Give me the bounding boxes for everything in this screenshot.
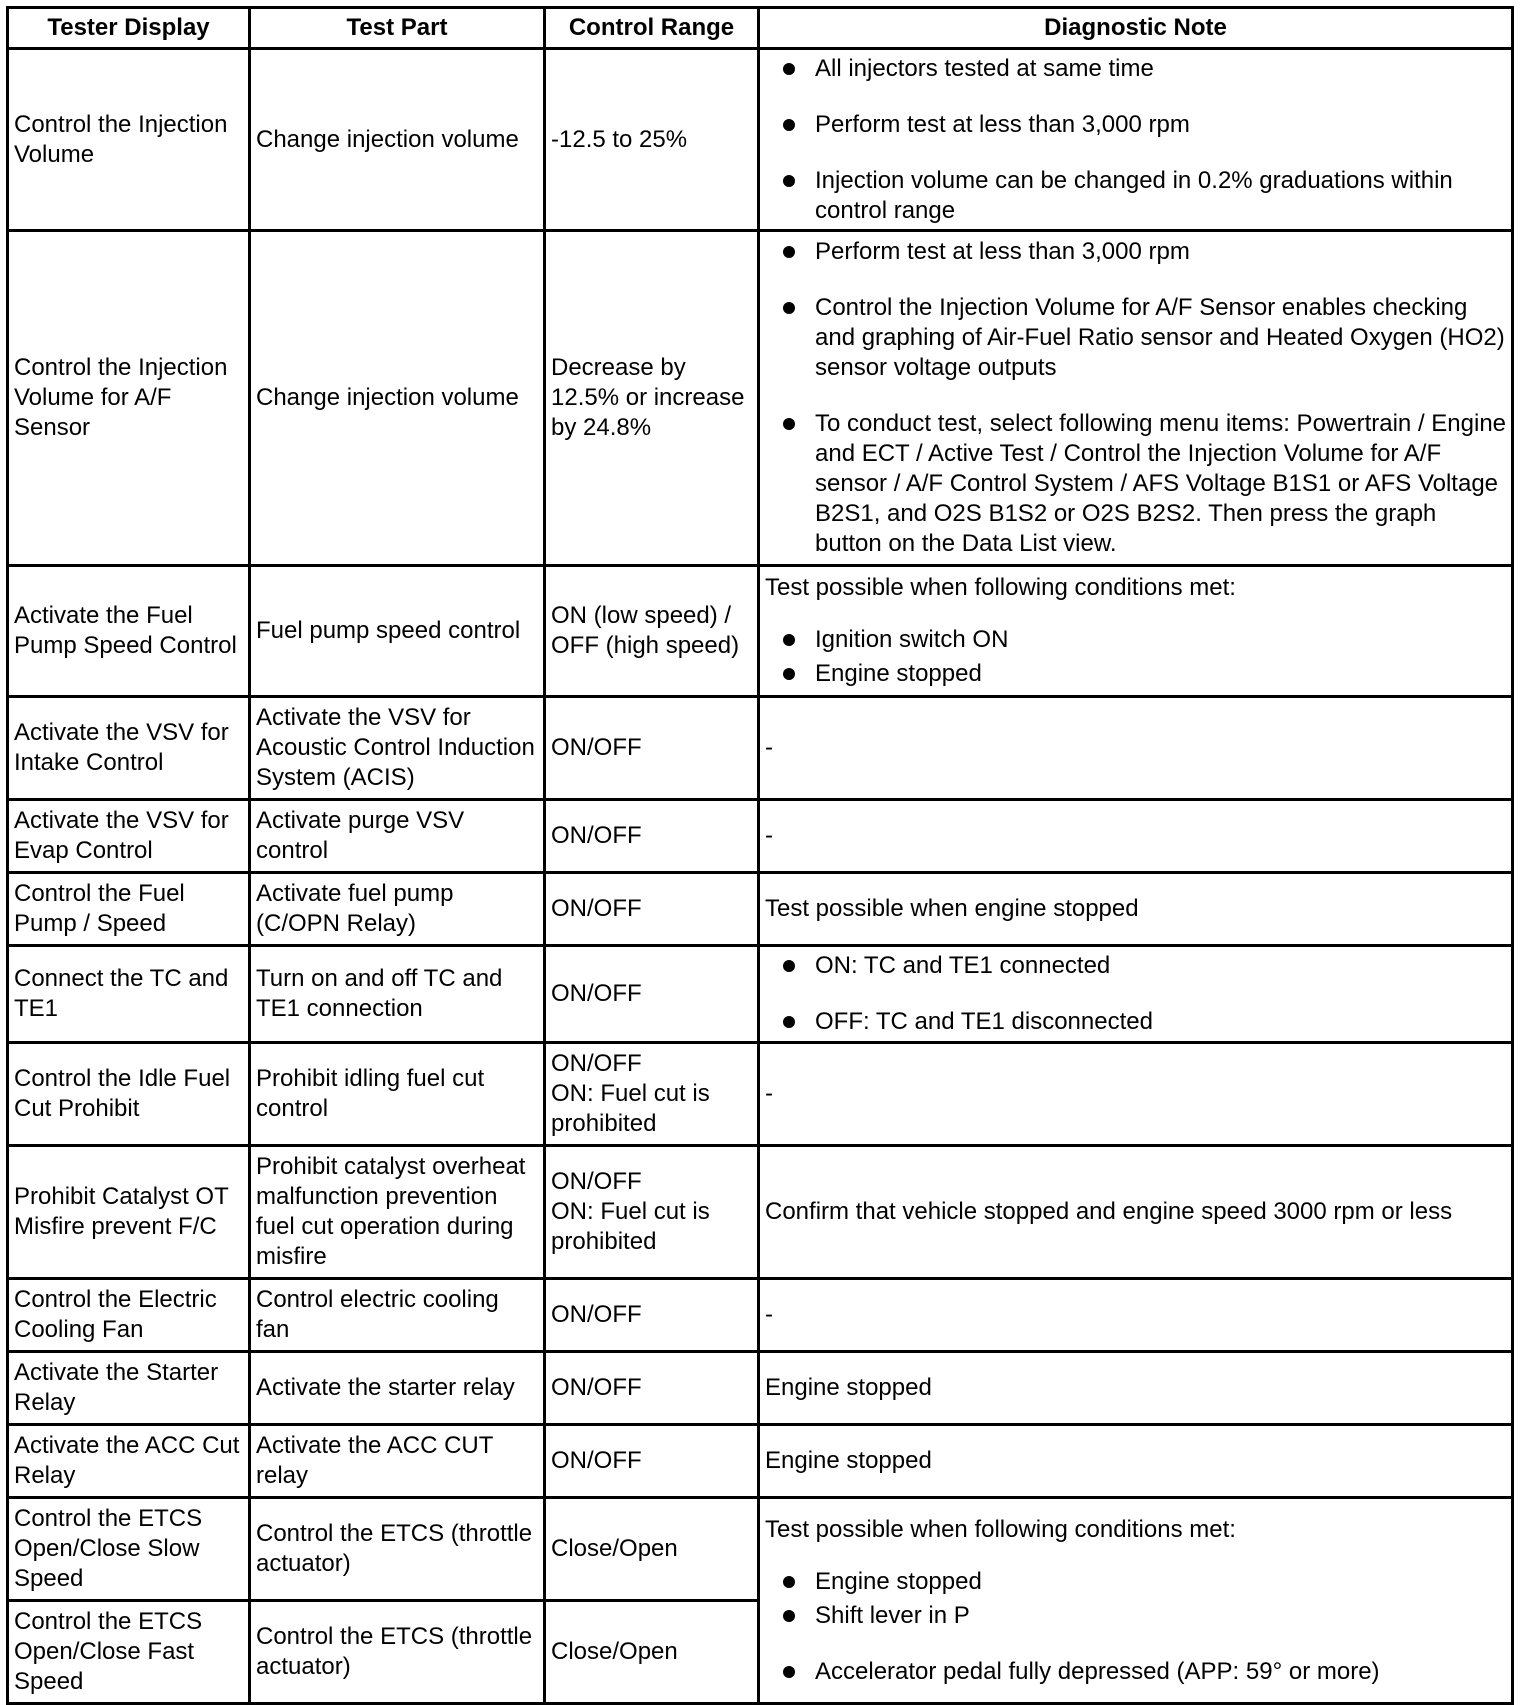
table-row (8, 49, 1513, 231)
table-row (8, 566, 1513, 697)
note-item: Perform test at less than 3,000 rpm (765, 237, 1506, 267)
tester-display-cell: Control the Fuel Pump / Speed (8, 873, 250, 946)
diagnostic-note-cell: Test possible when engine stopped (759, 873, 1513, 946)
diagnostic-note-cell (759, 1498, 1513, 1704)
note-list (765, 237, 1506, 559)
control-range-cell: ON/OFF (545, 873, 759, 946)
note-item: All injectors tested at same time (765, 54, 1506, 84)
tester-display-cell: Prohibit Catalyst OT Misfire prevent F/C (8, 1146, 250, 1279)
tester-display-cell: Activate the VSV for Intake Control (8, 697, 250, 800)
tester-display-cell: Activate the ACC Cut Relay (8, 1425, 250, 1498)
control-range-line: ON/OFF (551, 1050, 642, 1077)
note-item: Engine stopped (765, 659, 1506, 689)
header-diagnostic-note: Diagnostic Note (759, 8, 1513, 49)
header-tester-display: Tester Display (8, 8, 250, 49)
diagnostic-note-cell (759, 231, 1513, 566)
test-part-cell: Activate purge VSV control (250, 800, 545, 873)
test-part-cell: Activate the VSV for Acoustic Control Induction System (ACIS) (250, 697, 545, 800)
table-row (8, 1279, 1513, 1352)
note-list (765, 1567, 1506, 1687)
diagnostic-note-cell: Confirm that vehicle stopped and engine speed 3000 rpm or less (759, 1146, 1513, 1279)
test-part-cell: Activate the starter relay (250, 1352, 545, 1425)
table-row (8, 800, 1513, 873)
note-item: Ignition switch ON (765, 625, 1506, 655)
note-intro: Test possible when following conditions met: (765, 574, 1236, 601)
test-part-cell: Control electric cooling fan (250, 1279, 545, 1352)
note-intro: Test possible when following conditions met: (765, 1515, 1236, 1543)
tester-display-cell: Activate the VSV for Evap Control (8, 800, 250, 873)
active-test-table (6, 6, 1514, 1705)
note-item: Accelerator pedal fully depressed (APP: 59° or more) (765, 1657, 1506, 1687)
note-item: To conduct test, select following menu items: Powertrain / Engine and ECT / Active Test / Control the Injection Volume for A/F sensor / A/F Control System / AFS Voltage B1S1 or AFS Voltage B2S1, and O2S B1S2 or O2S B2S2. Then press the graph button on the Data List view. (765, 409, 1506, 559)
test-part-cell: Fuel pump speed control (250, 566, 545, 697)
test-part-cell: Activate the ACC CUT relay (250, 1425, 545, 1498)
note-item: Control the Injection Volume for A/F Sensor enables checking and graphing of Air-Fuel Ratio sensor and Heated Oxygen (HO2) sensor voltage outputs (765, 293, 1506, 383)
control-range-line: ON: Fuel cut is prohibited (551, 1080, 710, 1137)
table-row (8, 231, 1513, 566)
note-list (765, 625, 1506, 689)
control-range-cell: -12.5 to 25% (545, 49, 759, 231)
test-part-cell: Prohibit catalyst overheat malfunction prevention fuel cut operation during misfire (250, 1146, 545, 1279)
note-item: Injection volume can be changed in 0.2% graduations within control range (765, 166, 1506, 226)
control-range-cell: ON (low speed) / OFF (high speed) (545, 566, 759, 697)
tester-display-cell: Activate the Starter Relay (8, 1352, 250, 1425)
table-row (8, 1146, 1513, 1279)
control-range-cell: ON/OFF (545, 1352, 759, 1425)
note-item: ON: TC and TE1 connected (765, 951, 1506, 981)
control-range-cell: ON/OFF (545, 1425, 759, 1498)
diagnostic-note-cell (759, 946, 1513, 1043)
note-list (765, 951, 1506, 1037)
control-range-cell: Decrease by 12.5% or increase by 24.8% (545, 231, 759, 566)
control-range-cell: ON/OFF (545, 697, 759, 800)
control-range-cell: ON/OFF (545, 800, 759, 873)
control-range-cell: ON/OFF (545, 1279, 759, 1352)
test-part-cell: Change injection volume (250, 231, 545, 566)
diagnostic-note-cell: Engine stopped (759, 1425, 1513, 1498)
table-row (8, 1425, 1513, 1498)
note-item: Engine stopped (765, 1567, 1506, 1597)
note-list (765, 54, 1506, 226)
table-row (8, 1352, 1513, 1425)
diagnostic-note-cell: - (759, 1279, 1513, 1352)
table-row (8, 1043, 1513, 1146)
tester-display-cell: Activate the Fuel Pump Speed Control (8, 566, 250, 697)
table-row (8, 946, 1513, 1043)
test-part-cell: Change injection volume (250, 49, 545, 231)
tester-display-cell: Control the ETCS Open/Close Slow Speed (8, 1498, 250, 1601)
diagnostic-note-cell: Engine stopped (759, 1352, 1513, 1425)
test-part-cell: Turn on and off TC and TE1 connection (250, 946, 545, 1043)
control-range-line: ON/OFF (551, 1168, 642, 1195)
table-row (8, 1498, 1513, 1601)
header-test-part: Test Part (250, 8, 545, 49)
control-range-cell: Close/Open (545, 1498, 759, 1601)
test-part-cell: Activate fuel pump (C/OPN Relay) (250, 873, 545, 946)
control-range-cell: ON/OFF (545, 946, 759, 1043)
note-item: Perform test at less than 3,000 rpm (765, 110, 1506, 140)
diagnostic-note-cell: - (759, 1043, 1513, 1146)
control-range-cell: Close/Open (545, 1601, 759, 1704)
test-part-cell: Control the ETCS (throttle actuator) (250, 1498, 545, 1601)
table-row (8, 697, 1513, 800)
diagnostic-note-cell: - (759, 800, 1513, 873)
table-row (8, 873, 1513, 946)
tester-display-cell: Control the ETCS Open/Close Fast Speed (8, 1601, 250, 1704)
control-range-line: ON: Fuel cut is prohibited (551, 1198, 710, 1255)
diagnostic-note-cell: - (759, 697, 1513, 800)
test-part-cell: Prohibit idling fuel cut control (250, 1043, 545, 1146)
tester-display-cell: Control the Electric Cooling Fan (8, 1279, 250, 1352)
header-control-range: Control Range (545, 8, 759, 49)
tester-display-cell: Control the Injection Volume for A/F Sensor (8, 231, 250, 566)
tester-display-cell: Control the Injection Volume (8, 49, 250, 231)
control-range-cell (545, 1146, 759, 1279)
note-item: Shift lever in P (765, 1601, 1506, 1631)
tester-display-cell: Connect the TC and TE1 (8, 946, 250, 1043)
diagnostic-note-cell (759, 49, 1513, 231)
control-range-cell (545, 1043, 759, 1146)
diagnostic-note-cell (759, 566, 1513, 697)
note-item: OFF: TC and TE1 disconnected (765, 1007, 1506, 1037)
header-row (8, 8, 1513, 49)
test-part-cell: Control the ETCS (throttle actuator) (250, 1601, 545, 1704)
tester-display-cell: Control the Idle Fuel Cut Prohibit (8, 1043, 250, 1146)
